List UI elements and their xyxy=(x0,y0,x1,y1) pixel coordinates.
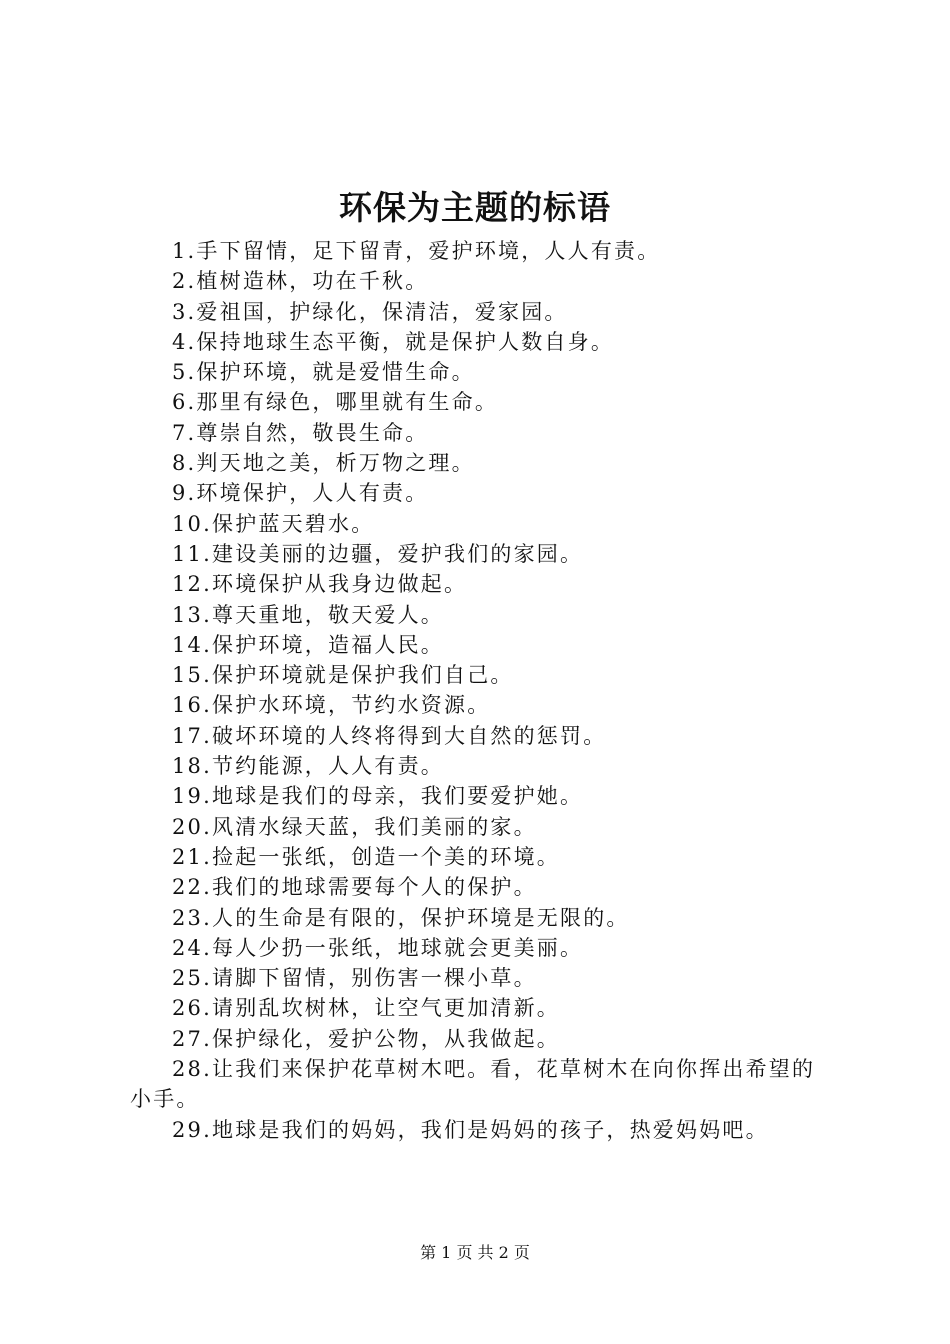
list-item: 24.每人少扔一张纸，地球就会更美丽。 xyxy=(172,935,584,960)
document-title: 环保为主题的标语 xyxy=(339,188,611,227)
list-item: 23.人的生命是有限的，保护环境是无限的。 xyxy=(172,905,630,930)
list-item: 12.环境保护从我身边做起。 xyxy=(172,572,468,597)
list-item: 11.建设美丽的边疆，爱护我们的家园。 xyxy=(172,541,584,566)
list-item: 26.请别乱坎树林，让空气更加清新。 xyxy=(172,996,560,1021)
list-item: 16.保护水环境，节约水资源。 xyxy=(172,693,491,718)
list-item: 27.保护绿化，爱护公物，从我做起。 xyxy=(172,1026,560,1051)
list-item: 21.捡起一张纸，创造一个美的环境。 xyxy=(172,844,560,869)
list-item: 8.判天地之美，析万物之理。 xyxy=(172,451,475,476)
page-footer: 第 1 页 共 2 页 xyxy=(420,1243,530,1262)
list-item: 19.地球是我们的母亲，我们要爱护她。 xyxy=(172,784,584,809)
list-item: 14.保护环境，造福人民。 xyxy=(172,632,444,657)
list-item: 17.破坏环境的人终将得到大自然的惩罚。 xyxy=(172,723,607,748)
list-item: 15.保护环境就是保护我们自己。 xyxy=(172,663,514,688)
list-item: 5.保护环境，就是爱惜生命。 xyxy=(172,360,475,385)
list-item: 2.植树造林，功在千秋。 xyxy=(172,269,429,294)
list-item: 3.爱祖国，护绿化，保清洁，爱家园。 xyxy=(172,299,568,324)
list-item: 18.节约能源，人人有责。 xyxy=(172,754,444,779)
list-item: 20.风清水绿天蓝，我们美丽的家。 xyxy=(172,814,537,839)
slogan-list xyxy=(130,236,830,1145)
list-item: 29.地球是我们的妈妈，我们是妈妈的孩子，热爱妈妈吧。 xyxy=(172,1117,769,1142)
list-item: 1.手下留情，足下留青，爱护环境，人人有责。 xyxy=(172,239,661,263)
list-item: 7.尊崇自然，敬畏生命。 xyxy=(172,420,429,445)
list-item: 6.那里有绿色，哪里就有生命。 xyxy=(172,390,499,415)
list-item: 4.保持地球生态平衡，就是保护人数自身。 xyxy=(172,329,615,354)
list-item: 28.让我们来保护花草树木吧。看，花草树木在向你挥出希望的小手。 xyxy=(130,1057,816,1112)
list-item: 22.我们的地球需要每个人的保护。 xyxy=(172,875,537,900)
list-item: 25.请脚下留情，别伤害一棵小草。 xyxy=(172,966,537,991)
list-item: 9.环境保护，人人有责。 xyxy=(172,481,429,506)
list-item: 13.尊天重地，敬天爱人。 xyxy=(172,602,444,627)
list-item: 10.保护蓝天碧水。 xyxy=(172,511,375,536)
